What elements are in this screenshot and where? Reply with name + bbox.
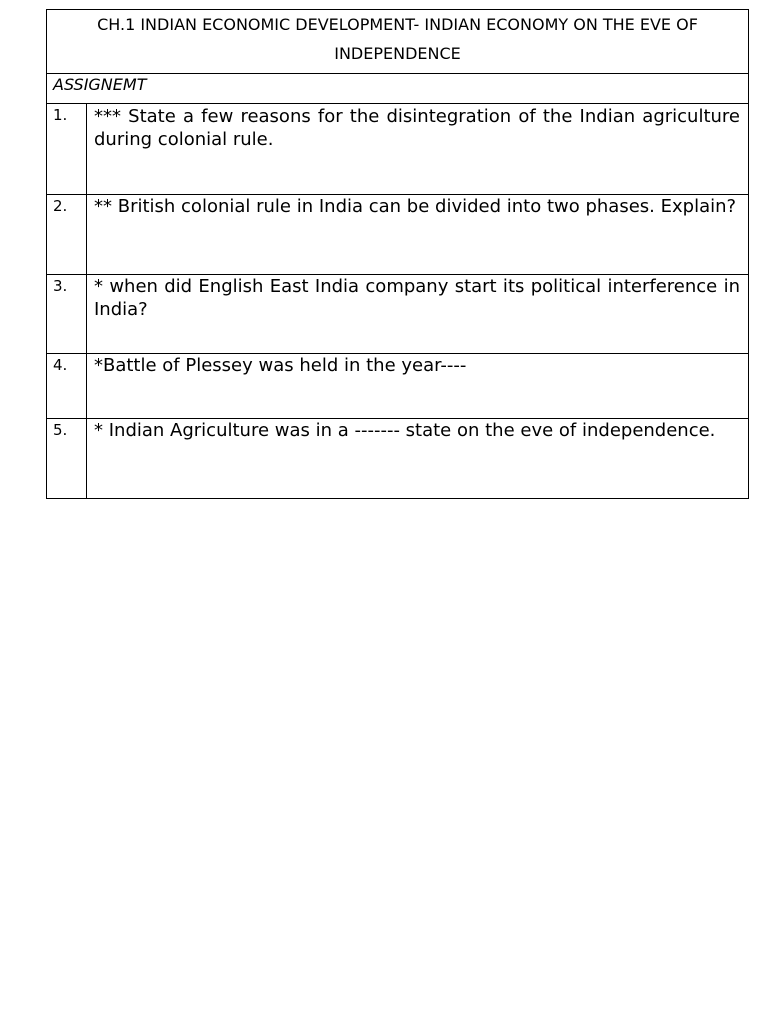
question-number: 2. xyxy=(47,195,87,274)
title-line-1: CH.1 INDIAN ECONOMIC DEVELOPMENT- INDIAN ECONOMY ON THE EVE OF xyxy=(97,15,698,34)
question-number: 5. xyxy=(47,419,87,498)
title-row xyxy=(47,10,748,74)
assignment-label: ASSIGNEMT xyxy=(53,75,147,94)
question-row xyxy=(47,195,748,275)
question-text: * Indian Agriculture was in a ------- state on the eve of independence. xyxy=(94,420,716,441)
question-text: *Battle of Plessey was held in the year---- xyxy=(94,355,467,376)
question-text: ** British colonial rule in India can be divided into two phases. Explain? xyxy=(94,196,737,217)
assignment-label-row xyxy=(47,74,748,104)
question-number: 1. xyxy=(47,104,87,194)
question-text: *** State a few reasons for the disintegration of the Indian agriculture during colonial rule. xyxy=(94,106,740,150)
question-row xyxy=(47,104,748,195)
assignment-table xyxy=(46,9,749,499)
question-row xyxy=(47,419,748,498)
title-line-2: INDEPENDENCE xyxy=(334,44,461,63)
question-row xyxy=(47,275,748,354)
question-number: 3. xyxy=(47,275,87,353)
question-number: 4. xyxy=(47,354,87,418)
table-title xyxy=(47,10,748,73)
question-row xyxy=(47,354,748,419)
question-text: * when did English East India company start its political interference in India? xyxy=(94,276,740,320)
